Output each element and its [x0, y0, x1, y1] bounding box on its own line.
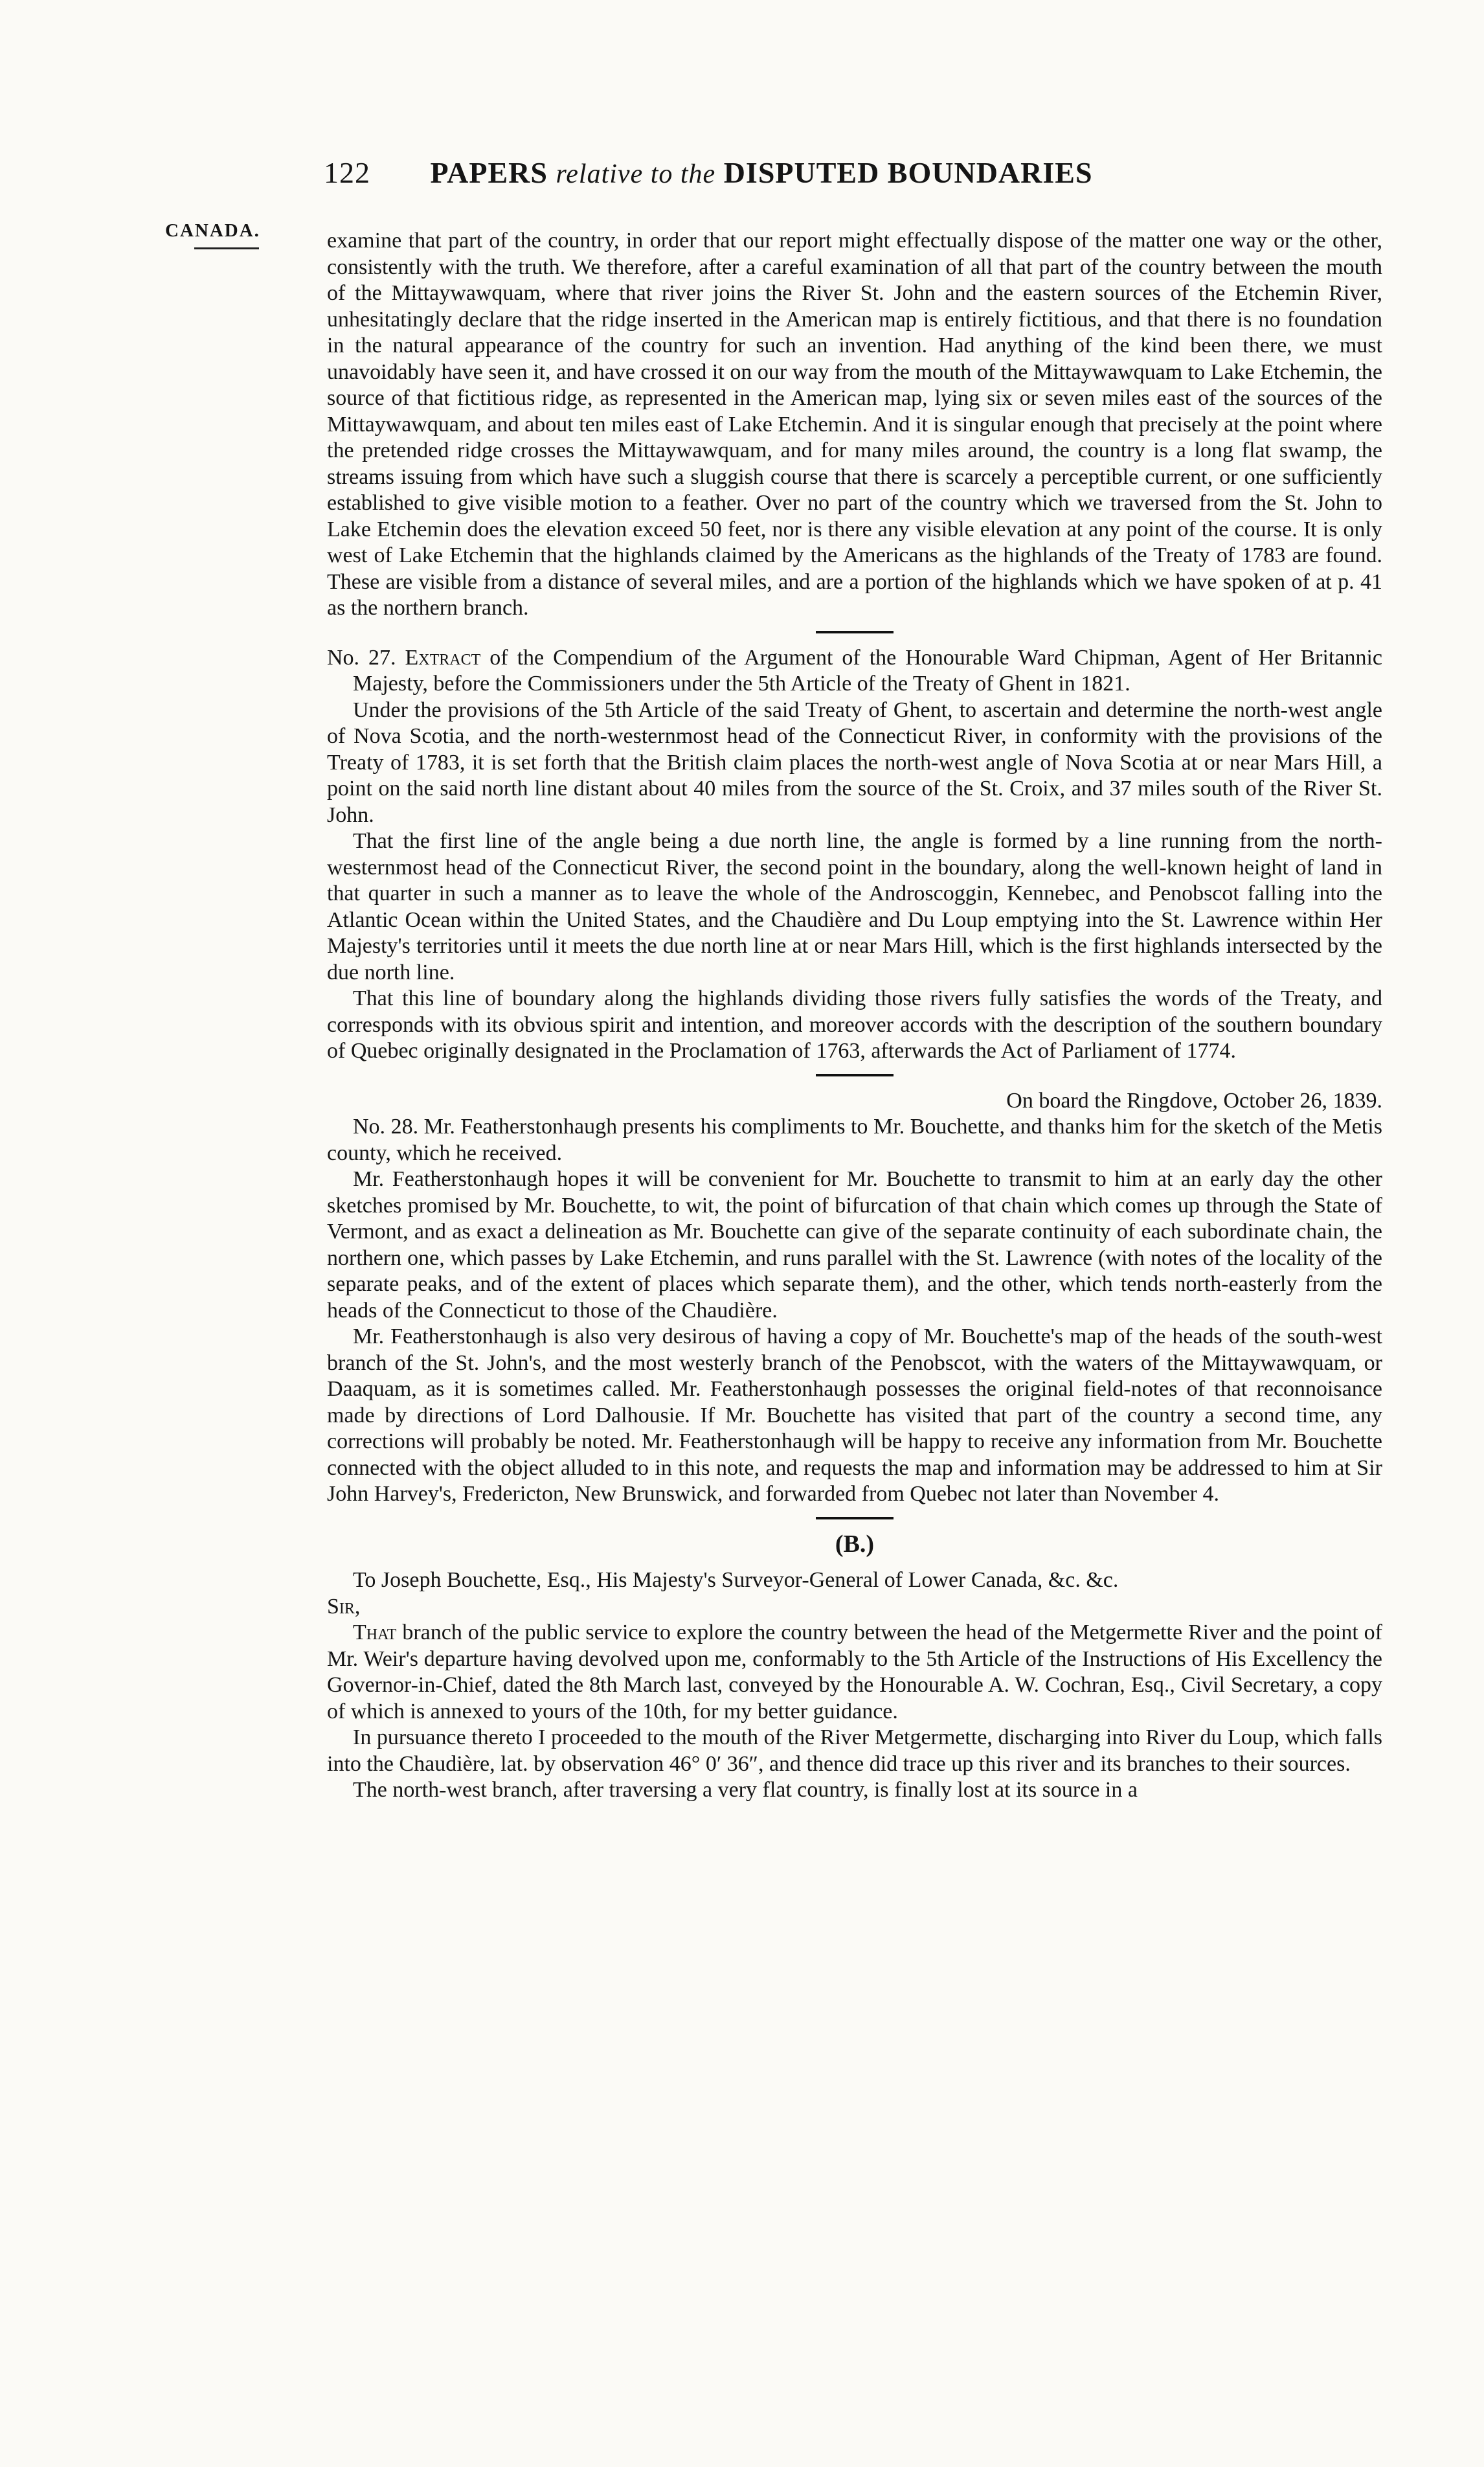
- running-head: [324, 155, 1360, 190]
- section-divider: [816, 631, 894, 633]
- section-divider: [816, 1517, 894, 1519]
- intro-paragraph: examine that part of the country, in order that our report might effectually dispose of the matter one way or the other, consistently with the truth. We therefore, after a careful examination of all that part of the country between the mouth of the Mittaywawquam, where that river joins the River St. John and the eastern sources of the Etchemin River, unhesitatingly declare that the ridge inserted in the American map is entirely fictitious, and that there is no foundation in the natural appearance of the country for such an invention. Had anything of the kind been there, we must unavoidably have seen it, and have crossed it on our way from the mouth of the Mittaywawquam to Lake Etchemin, the source of that fictitious ridge, as represented in the American map, lying six or seven miles east of the sources of the Mittaywawquam, and about ten miles east of Lake Etchemin. And it is singular enough that precisely at the point where the pretended ridge crosses the Mittaywawquam, and for many miles around, the country is a long flat swamp, the streams issuing from which have such a sluggish course that there is scarcely a perceptible current, or one sufficiently established to give visible motion to a feather. Over no part of the country which we traversed from the St. John to Lake Etchemin does the elevation exceed 50 feet, nor is there any visible elevation at any point of the course. It is only west of Lake Etchemin that the highlands claimed by the Americans as the highlands of the Treaty of 1783 are found. These are visible from a distance of several miles, and are a portion of the highlands which we have spoken of at p. 41 as the northern branch.: [327, 229, 1382, 620]
- no28-dateline: On board the Ringdove, October 26, 1839.: [1006, 1088, 1382, 1113]
- margin-rule: [194, 247, 259, 249]
- margin-label: CANADA.: [165, 220, 260, 241]
- page-body: [327, 228, 1382, 1804]
- running-head-title-italic: relative to the: [556, 159, 716, 189]
- no27-paragraph-1: Under the provisions of the 5th Article of the said Treaty of Ghent, to ascertain and determine the north-west angle of Nova Scotia, and the north-westernmost head of the Connecticut River, in conformity with the provisions of the Treaty of 1783, it is set forth that the British claim places the north-west angle of Nova Scotia at or near Mars Hill, a point on the said north line distant about 40 miles from the source of the St. Croix, and 37 miles south of the River St. John.: [327, 698, 1382, 827]
- no27-extract-word: Extract: [405, 645, 481, 670]
- letter-opening-word: That: [353, 1620, 397, 1644]
- no27-paragraph-2: That the first line of the angle being a due north line, the angle is formed by a line running from the north-westernmost head of the Connecticut River, the second point in the boundary, along the well-known height of land in that quarter in such a manner as to leave the whole of the Androscoggin, Kennebec, and Penobscot falling into the Atlantic Ocean within the United States, and the Chaudière and Du Loup emptying into the St. Lawrence within Her Majesty's territories until it meets the due north line at or near Mars Hill, which is the first highlands intersected by the due north line.: [327, 829, 1382, 984]
- section-b-heading: (B.): [835, 1530, 875, 1558]
- letter-salutation: Sir,: [327, 1594, 361, 1619]
- letter-paragraph-1: [327, 1620, 1382, 1725]
- running-head-title-2: DISPUTED BOUNDARIES: [723, 156, 1093, 189]
- page-number: 122: [324, 156, 370, 189]
- no28-paragraph-2: Mr. Featherstonhaugh hopes it will be convenient for Mr. Bouchette to transmit to him at an early day the other sketches promised by Mr. Bouchette, to wit, the point of bifurcation of that chain which comes up through the State of Vermont, and as exact a delineation as Mr. Bouchette can give of the separate continuity of each subordinate chain, the northern one, which passes by Lake Etchemin, and runs parallel with the St. Lawrence (with notes of the locality of the separate peaks, and of the extent of places which separate them), and the other, which tends north-easterly from the heads of the Connecticut to those of the Chaudière.: [327, 1167, 1382, 1323]
- no28-paragraph-3: Mr. Featherstonhaugh is also very desirous of having a copy of Mr. Bouchette's map of the heads of the south-west branch of the St. John's, and the most westerly branch of the Penobscot, with the waters of the Mittaywawquam, or Daaquam, as it is sometimes called. Mr. Featherstonhaugh possesses the original field-notes of that reconnoisance made by directions of Lord Dalhousie. If Mr. Bouchette has visited that part of the country a second time, any corrections will probably be noted. Mr. Featherstonhaugh will be happy to receive any information from Mr. Bouchette connected with the object alluded to in this note, and requests the map and information may be addressed to him at Sir John Harvey's, Fredericton, New Brunswick, and forwarded from Quebec not later than November 4.: [327, 1324, 1382, 1506]
- no27-paragraph-3: That this line of boundary along the highlands dividing those rivers fully satisfies the words of the Treaty, and corresponds with its obvious spirit and intention, and moreover accords with the description of the southern boundary of Quebec originally designated in the Proclamation of 1763, afterwards the Act of Parliament of 1774.: [327, 986, 1382, 1063]
- letter-paragraph-1-text: branch of the public service to explore the country between the head of the Metgermette River and the point of Mr. Weir's departure having devolved upon me, conformably to the 5th Article of the Instructions of His Excellency the Governor-in-Chief, dated the 8th March last, conveyed by the Honourable A. W. Cochran, Esq., Civil Secretary, a copy of which is annexed to yours of the 10th, for my better guidance.: [327, 1620, 1382, 1723]
- no27-heading: [327, 645, 1382, 698]
- no28-paragraph-1: No. 28. Mr. Featherstonhaugh presents his compliments to Mr. Bouchette, and thanks him for the sketch of the Metis county, which he received.: [327, 1115, 1382, 1165]
- no27-number: No. 27.: [327, 645, 396, 670]
- letter-paragraph-2: In pursuance thereto I proceeded to the mouth of the River Metgermette, discharging into River du Loup, which falls into the Chaudière, lat. by observation 46° 0′ 36″, and thence did trace up this river and its branches to their sources.: [327, 1725, 1382, 1776]
- letter-paragraph-3: The north-west branch, after traversing a very flat country, is finally lost at its source in a: [353, 1778, 1138, 1802]
- no27-heading-text: of the Compendium of the Argument of the Honourable Ward Chipman, Agent of Her Britannic Majesty, before the Commissioners under the 5th Article of the Treaty of Ghent in 1821.: [353, 645, 1382, 696]
- running-head-title-1: PAPERS: [430, 156, 548, 189]
- section-divider: [816, 1074, 894, 1076]
- letter-address: To Joseph Bouchette, Esq., His Majesty's Surveyor-General of Lower Canada, &c. &c.: [353, 1568, 1119, 1592]
